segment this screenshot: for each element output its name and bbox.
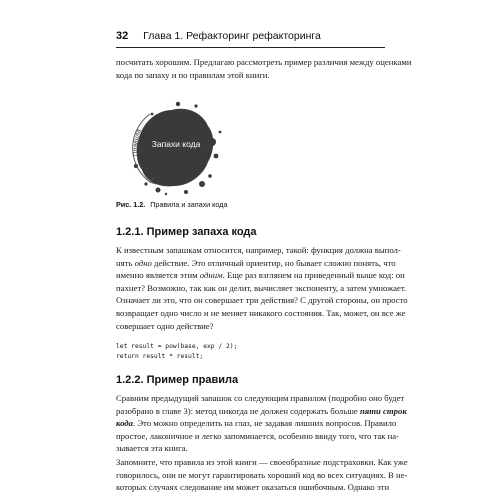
text-line: Запомните, что правила из этой книги — своеобразные подстраховки. Как уже — [116, 457, 408, 467]
figure-caption — [116, 200, 384, 209]
figure-caption-label: Рис. 1.2. — [116, 200, 146, 209]
code-line: let result = pow(base, exp / 2); — [116, 343, 238, 350]
rules-arc-label: Правила — [132, 128, 144, 157]
page-number: 32 — [116, 30, 129, 42]
rules-safety-paragraph — [116, 456, 408, 494]
text-line: простое, лаконичное и легко запоминается, особенно ввиду того, что так на- — [116, 430, 400, 441]
text-line: которых случаях следование им может оказаться ошибочным. Однако эти — [116, 482, 390, 493]
code-listing — [116, 342, 384, 362]
section-heading-rule-example: 1.2.2. Пример правила — [116, 374, 239, 386]
text-line: зывается эта книга. — [116, 443, 188, 454]
figure-caption-text: Правила и запахи кода — [150, 200, 228, 209]
text-line: совершает одно действие? — [116, 320, 214, 331]
code-line: return result * result; — [116, 353, 204, 360]
text-line: именно является этим одним. Еще раз взглянем на приведенный выше код: он — [116, 270, 405, 281]
code-smell-label: Запахи кода — [151, 139, 201, 149]
rules-and-smells-figure — [116, 96, 226, 198]
text-line: разобрано в главе 3): метод никогда не должен содержать больше пяти строк — [116, 405, 407, 416]
text-line: кода. Это можно определить на глаз, не задавая лишних вопросов. Правило — [116, 418, 397, 429]
text-line: кода по запаху и по правилам этой книги. — [116, 69, 270, 80]
text-line: К известным запашкам относится, например, такой: функция должна выпол- — [116, 245, 401, 255]
text-line: говорилось, они не могут гарантировать хороший код во всех ситуациях. В не- — [116, 469, 408, 480]
running-header — [116, 30, 416, 46]
text-line: Сравним предыдущий запашок со следующим правилом (подробно оно будет — [116, 393, 405, 403]
text-line: пахнет? Возможно, так как он делит, вычисляет экспоненту, а затем умножает. — [116, 282, 407, 293]
text-line: посчитать хорошим. Предлагаю рассмотреть пример различия между оценками — [116, 57, 412, 67]
chapter-title: Глава 1. Рефакторинг рефакторинга — [143, 30, 321, 42]
rule-example-paragraph — [116, 392, 407, 455]
smell-example-paragraph — [116, 244, 408, 332]
intro-paragraph — [116, 56, 412, 81]
section-heading-smell-example: 1.2.1. Пример запаха кода — [116, 226, 257, 238]
text-line: нять одно действие. Это отличный ориентир, но бывает сложно понять, что — [116, 257, 396, 268]
text-line: Означает ли это, что он совершает три действия? С другой стороны, он просто — [116, 295, 408, 306]
header-divider — [116, 47, 385, 48]
text-line: возвращает одно число и не меняет никакого состояния. Так, может, он все же — [116, 307, 406, 318]
